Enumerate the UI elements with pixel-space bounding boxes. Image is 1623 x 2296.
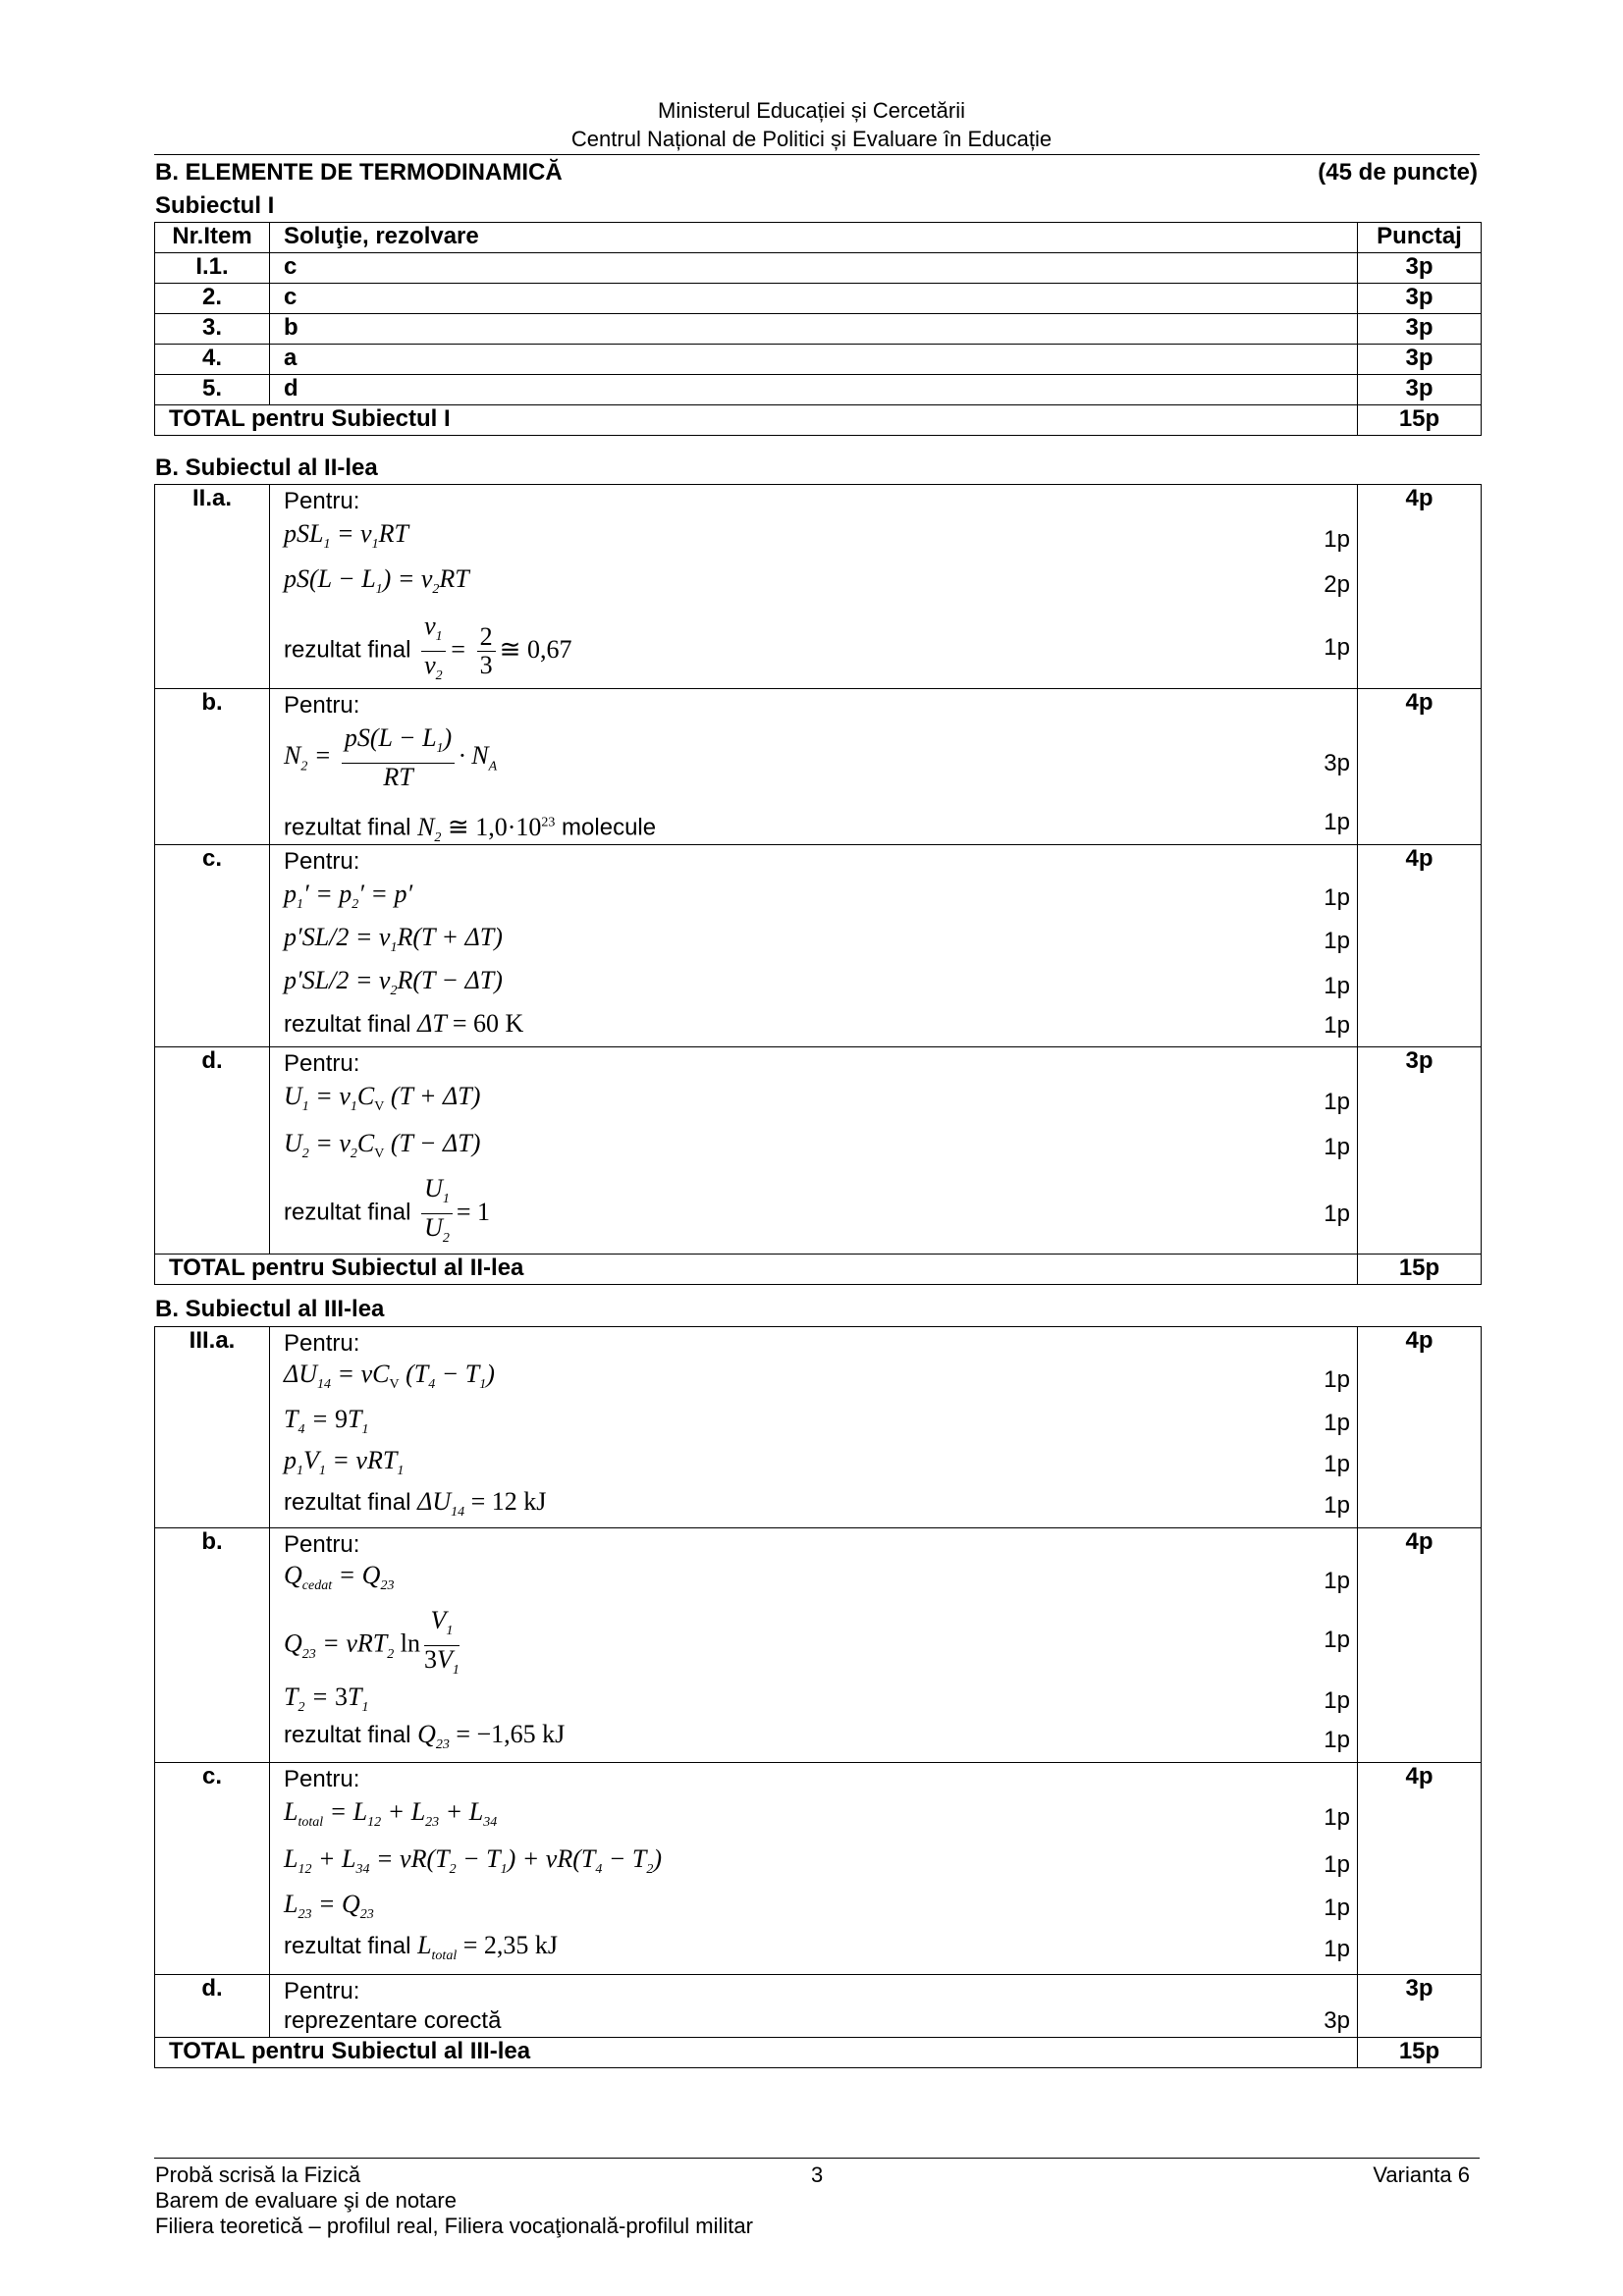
header-rule [154,154,1480,155]
formula: $Q_{cedat} = Q_{23}$ [284,1561,395,1594]
table-row [155,314,1482,345]
score: 1p [1324,1936,1350,1962]
item-number: b. [155,689,270,845]
result-prefix: rezultat final [284,1722,411,1748]
points: 3p [1358,314,1482,345]
result-line: rezultat final $\frac{U_1}{U_2}$ = 1 [284,1174,491,1247]
score: 1p [1324,928,1350,954]
result-line: rezultat final $\Delta U_{14} = 12$ kJ [284,1487,547,1521]
score: 1p [1324,1851,1350,1878]
score: 1p [1324,1134,1350,1160]
total-label: TOTAL pentru Subiectul I [155,405,1358,436]
item-number: c. [155,1763,270,1975]
points: 4p [1358,689,1482,845]
formula: $T_4 = 9T_1$ [284,1405,369,1438]
result-line: rezultat final $N_2$ ≅ $1,0\cdot 10^{23}$ molecule [284,812,657,845]
total-label: TOTAL pentru Subiectul al III-lea [155,2038,1358,2068]
formula: $N_2$ = $\frac{pS(L - L_1)}{RT}$ · $N_A$ [284,723,498,792]
answer: d [270,375,1358,405]
table-row [155,689,1482,845]
table-row [155,345,1482,375]
total-points: 15p [1358,405,1482,436]
total-label: TOTAL pentru Subiectul al II-lea [155,1255,1358,1285]
points: 3p [1358,1047,1482,1255]
result-prefix: rezultat final [284,1489,411,1516]
footer-variant: Varianta 6 [1373,2163,1470,2187]
subject2-title: B. Subiectul al II-lea [155,454,378,481]
formula: $p'SL/2 = \nu_2R(T - \Delta T)$ [284,966,503,999]
formula: $\Delta U_{14} = \nu C_V$ $(T_4 - T_1)$ [284,1360,495,1393]
col-points-header: Punctaj [1358,223,1482,253]
item-number: 3. [155,314,270,345]
table-row [155,1528,1482,1763]
answer-text: reprezentare corectă [284,2007,502,2034]
table-row [155,375,1482,405]
formula: $p'SL/2 = \nu_1R(T + \Delta T)$ [284,923,503,956]
section-points: (45 de puncte) [1318,159,1478,186]
formula: $Q_{23} = \nu RT_2$ ln $\frac{V_1}{3V_1}$ [284,1606,460,1679]
subject2-table [154,484,1482,1285]
total-points: 15p [1358,2038,1482,2068]
formula: $U_1 = \nu_1C_V$ (T + ΔT) [284,1082,481,1115]
score: 1p [1324,1089,1350,1115]
subject3-title: B. Subiectul al III-lea [155,1296,385,1322]
footer-page-number: 3 [811,2163,824,2187]
footer-track: Filiera teoretică – profilul real, Filiera vocaţională-profilul militar [155,2214,753,2238]
score: 1p [1324,973,1350,999]
score: 1p [1324,1804,1350,1831]
answer: c [270,253,1358,284]
subject1-table [154,222,1482,436]
table-row [155,1975,1482,2038]
score: 1p [1324,1492,1350,1519]
result-line: rezultat final $L_{total} = 2,35$ kJ [284,1931,558,1964]
formula: $p_1V_1 = \nu RT_1$ [284,1446,405,1479]
score: 1p [1324,1895,1350,1921]
score: 1p [1324,1012,1350,1039]
item-number: 2. [155,284,270,314]
answer: a [270,345,1358,375]
score: 1p [1324,1687,1350,1714]
score: 3p [1324,750,1350,776]
item-number: III.a. [155,1327,270,1528]
answer: b [270,314,1358,345]
result-line: rezultat final $\frac{\nu_1}{\nu_2}$ = $\frac{2}{3}$ ≅ 0,67 [284,612,572,684]
score: 1p [1324,1366,1350,1393]
points: 3p [1358,345,1482,375]
intro-label: Pentru: [284,1766,360,1792]
table-row [155,845,1482,1047]
header-center: Centrul Național de Politici și Evaluare în Educație [570,127,1053,151]
points: 3p [1358,253,1482,284]
footer-rule [154,2158,1480,2159]
formula: $L_{23} = Q_{23}$ [284,1890,374,1923]
header-ministry: Ministerul Educației și Cercetării [658,98,965,123]
subject1-title: Subiectul I [155,192,275,219]
result-prefix: rezultat final [284,1011,411,1038]
points: 3p [1358,1975,1482,2038]
intro-label: Pentru: [284,1050,360,1077]
result-prefix: rezultat final [284,636,411,664]
table-row [155,1763,1482,1975]
section-title: B. ELEMENTE DE TERMODINAMICĂ [155,159,563,186]
table-row [155,1327,1482,1528]
intro-label: Pentru: [284,848,360,875]
footer-grading: Barem de evaluare şi de notare [155,2188,457,2213]
item-number: 4. [155,345,270,375]
score: 1p [1324,1727,1350,1753]
result-prefix: rezultat final [284,1933,411,1959]
result-prefix: rezultat final [284,814,411,841]
formula: $p_1' = p_2' = p'$ [284,880,413,913]
item-number: b. [155,1528,270,1763]
item-number: c. [155,845,270,1047]
result-suffix: molecule [562,814,657,841]
table-row [155,253,1482,284]
score: 1p [1324,1410,1350,1436]
score: 2p [1324,571,1350,598]
formula: $L_{total} = L_{12} + L_{23} + L_{34}$ [284,1797,498,1831]
item-number: d. [155,1047,270,1255]
score: 1p [1324,1627,1350,1653]
intro-label: Pentru: [284,1978,360,2004]
footer-exam: Probă scrisă la Fizică [155,2163,361,2187]
formula: $pSL_1 = \nu_1RT$ [284,519,408,553]
formula: $L_{12} + L_{34} = \nu R(T_2 - T_1) + \nu R(T_4 - T_2)$ [284,1844,663,1878]
score: 1p [1324,634,1350,661]
result-line: rezultat final $Q_{23} = -1,65$ kJ [284,1720,566,1753]
col-item-header: Nr.Item [155,223,270,253]
col-solution-header: Soluţie, rezolvare [270,223,1358,253]
score: 1p [1324,526,1350,553]
total-row [155,405,1482,436]
points: 4p [1358,1528,1482,1763]
formula: $T_2 = 3T_1$ [284,1682,369,1716]
total-row [155,1255,1482,1285]
table-header-row [155,223,1482,253]
points: 4p [1358,485,1482,689]
score: 1p [1324,809,1350,835]
table-row [155,284,1482,314]
result-prefix: rezultat final [284,1199,411,1226]
total-row [155,2038,1482,2068]
points: 4p [1358,1327,1482,1528]
answer: c [270,284,1358,314]
intro-label: Pentru: [284,1330,360,1357]
total-points: 15p [1358,1255,1482,1285]
subject3-table [154,1326,1482,2068]
intro-label: Pentru: [284,488,360,514]
item-number: d. [155,1975,270,2038]
item-number: I.1. [155,253,270,284]
item-number: 5. [155,375,270,405]
formula: $pS(L - L_1) = \nu_2RT$ [284,564,469,598]
score: 1p [1324,1451,1350,1477]
score: 1p [1324,1568,1350,1594]
result-line: rezultat final ΔT = 60 K [284,1009,524,1038]
intro-label: Pentru: [284,692,360,719]
score: 3p [1324,2007,1350,2034]
score: 1p [1324,1201,1350,1227]
item-number: II.a. [155,485,270,689]
score: 1p [1324,884,1350,911]
formula: $U_2 = \nu_2C_V$ (T − ΔT) [284,1129,481,1162]
points: 4p [1358,1763,1482,1975]
points: 3p [1358,284,1482,314]
table-row [155,485,1482,689]
table-row [155,1047,1482,1255]
points: 3p [1358,375,1482,405]
intro-label: Pentru: [284,1531,360,1558]
points: 4p [1358,845,1482,1047]
